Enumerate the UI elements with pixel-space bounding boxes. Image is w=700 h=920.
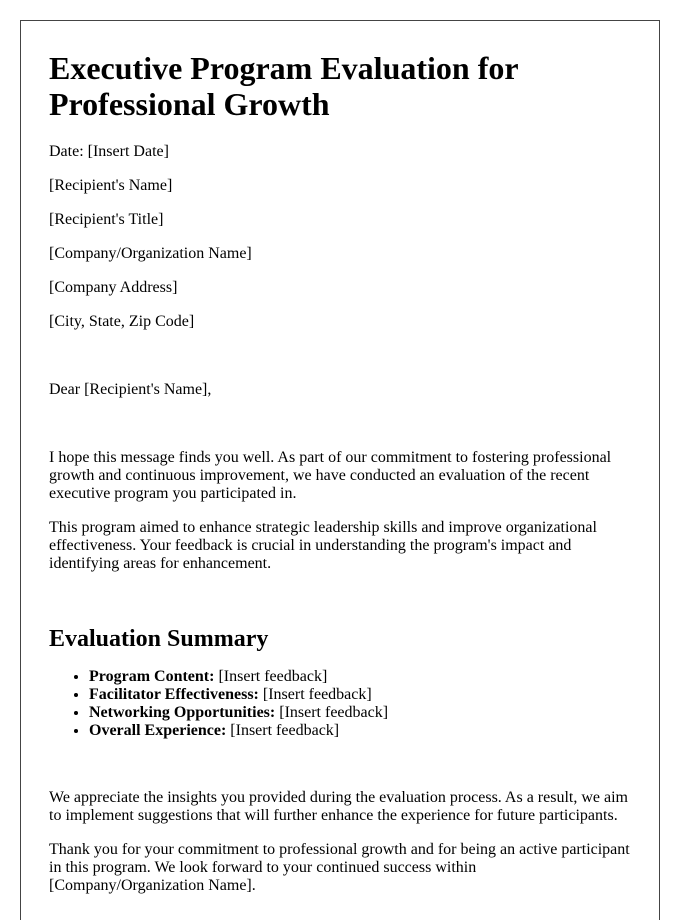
intro-paragraph: This program aimed to enhance strategic leadership skills and improve organizational effectiveness. Your feedback is crucial in understanding the program's impact and identifying areas for enhancement. (49, 519, 597, 572)
summary-list (49, 668, 631, 740)
spacer (49, 347, 631, 381)
letter-page (20, 20, 660, 920)
item-label: Overall Experience: (89, 722, 227, 739)
item-label: Program Content: (89, 668, 215, 685)
item-value: [Insert feedback] (214, 668, 328, 685)
list-item (89, 722, 631, 740)
section-heading: Evaluation Summary (49, 626, 269, 652)
page-title: Executive Program Evaluation for Professional Growth (49, 50, 518, 122)
company-name-line: [Company/Organization Name] (49, 245, 252, 262)
spacer (49, 415, 631, 449)
recipient-title-line: [Recipient's Title] (49, 211, 164, 228)
salutation: Dear [Recipient's Name], (49, 381, 212, 398)
item-value: [Insert feedback] (275, 704, 389, 721)
date-line: Date: [Insert Date] (49, 143, 169, 160)
item-label: Facilitator Effectiveness: (89, 686, 259, 703)
closing-paragraph: Thank you for your commitment to professional growth and for being an active participant in this program. We look forward to your continued success within [Company/Organization Name]. (49, 841, 630, 894)
list-item (89, 686, 631, 704)
item-label: Networking Opportunities: (89, 704, 276, 721)
recipient-name-line: [Recipient's Name] (49, 177, 173, 194)
city-state-zip-line: [City, State, Zip Code] (49, 313, 195, 330)
intro-paragraph: I hope this message finds you well. As part of our commitment to fostering professional growth and continuous improvement, we have conducted an evaluation of the recent executive program you participated in. (49, 449, 612, 502)
spacer (49, 589, 631, 625)
item-value: [Insert feedback] (258, 686, 372, 703)
spacer (49, 740, 631, 789)
closing-paragraph: We appreciate the insights you provided during the evaluation process. As a result, we aim to implement suggestions that will further enhance the experience for future participants. (49, 789, 628, 824)
item-value: [Insert feedback] (226, 722, 340, 739)
list-item (89, 668, 631, 686)
company-address-line: [Company Address] (49, 279, 178, 296)
list-item (89, 704, 631, 722)
